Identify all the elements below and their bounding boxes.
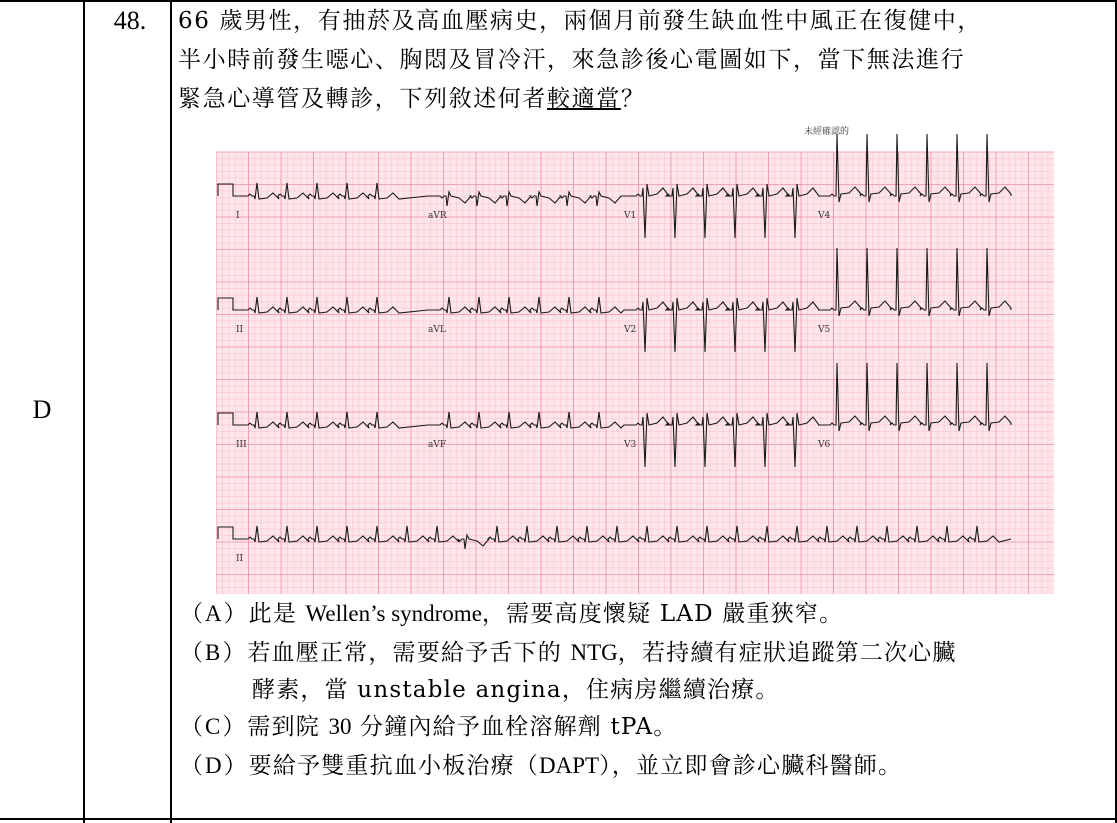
option-c-label: （C）	[180, 714, 248, 739]
lead-label-iii: III	[236, 440, 247, 450]
question-mark: ？	[620, 86, 646, 112]
option-a-text-2: Wellen’s syndrome	[305, 601, 482, 626]
table-bottom-border	[0, 818, 1117, 820]
option-c	[180, 709, 678, 745]
lead-label-i: I	[236, 211, 240, 221]
option-d-label: （D）	[180, 753, 249, 778]
lead-label-v3: V3	[624, 440, 637, 450]
question-line-3-text: 緊急心導管及轉診，下列敘述何者	[178, 86, 547, 112]
lead-label-v1: V1	[624, 211, 637, 221]
question-line-2: 半小時前發生噁心、胸悶及冒冷汗，來急診後心電圖如下，當下無法進行	[178, 47, 966, 73]
table-right-border	[1115, 0, 1117, 823]
option-b-continuation: 酵素，當 unstable angina，住病房繼續治療。	[252, 677, 780, 703]
option-d-text-3: ），並立即會診心臟科醫師。	[599, 753, 903, 779]
ecg-stamp: 未經確認的	[804, 127, 850, 137]
option-a	[180, 596, 843, 632]
emphasis-underlined: 較適當	[547, 86, 621, 112]
answer-cell: D	[32, 395, 52, 424]
column-divider-mid	[170, 0, 172, 823]
option-b-label: （B）	[180, 640, 248, 665]
question-number: 48.	[113, 6, 147, 35]
lead-label-ii: II	[236, 325, 244, 335]
lead-label-avf: aVF	[428, 440, 447, 450]
option-d-text-1: 要給予雙重抗血小板治療（	[248, 753, 540, 779]
lead-label-v2: V2	[624, 325, 637, 335]
question-line-3	[178, 80, 1108, 119]
option-c-text-2: 30	[328, 714, 352, 739]
option-a-text-1: 此是	[248, 601, 306, 627]
lead-label-v5: V5	[818, 325, 831, 335]
ecg-image	[216, 118, 1054, 594]
option-b-text-1: 若血壓正常，需要給予舌下的	[247, 640, 571, 666]
option-d	[180, 748, 902, 784]
option-b-text-2: NTG	[570, 640, 618, 665]
lead-label-ii: II	[236, 554, 244, 564]
option-a-text-3: ，需要高度懷疑 LAD 嚴重狹窄。	[481, 601, 844, 627]
option-c-text-3: 分鐘內給予血栓溶解劑 tPA。	[351, 714, 678, 740]
option-b-text-3: ，若持續有症狀追蹤第二次心臟	[617, 640, 957, 666]
option-c-text-1: 需到院	[247, 714, 329, 740]
option-b	[180, 635, 957, 671]
lead-label-avr: aVR	[428, 211, 447, 221]
option-a-label: （A）	[180, 601, 249, 626]
option-d-text-2: DAPT	[539, 753, 600, 778]
question-text	[178, 2, 1108, 119]
lead-label-v4: V4	[818, 211, 831, 221]
lead-label-avl: aVL	[428, 325, 446, 335]
question-line-1: 66 歲男性，有抽菸及高血壓病史，兩個月前發生缺血性中風正在復健中，	[178, 8, 982, 34]
lead-label-v6: V6	[818, 440, 831, 450]
